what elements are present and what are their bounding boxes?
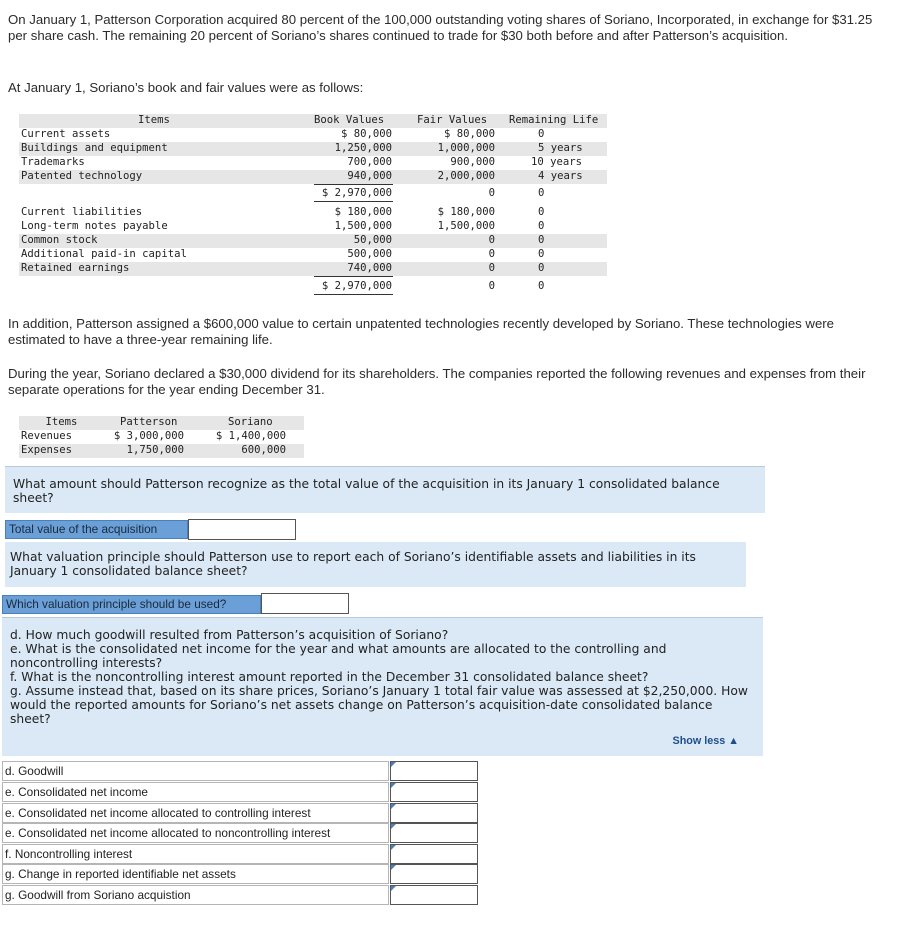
table-row-item: Current assets: [21, 128, 111, 140]
table-cell-life: 0: [538, 206, 545, 218]
unpatented-tech-paragraph: In addition, Patterson assigned a $600,000 value to certain unpatented technologies recently developed by Soriano. These technologies were estimated to have a three-year remaining life.: [8, 316, 835, 347]
table-row-item: Buildings and equipment: [21, 142, 168, 154]
table-cell-life: 0: [538, 234, 545, 246]
answer-input-controlling-interest[interactable]: [390, 803, 478, 823]
table-cell-book: 1,500,000: [334, 220, 392, 232]
answer-input-goodwill-acquisition[interactable]: [390, 885, 478, 905]
answer-input-consolidated-net-income[interactable]: [390, 782, 478, 802]
answer-label-goodwill: d. Goodwill: [2, 761, 389, 781]
table-cell-book: 1,250,000: [334, 142, 392, 154]
table-cell-fair: 1,500,000: [437, 220, 495, 232]
answer-label-noncontrolling-income: e. Consolidated net income allocated to noncontrolling interest: [2, 823, 389, 843]
question-b-text: What valuation principle should Patterson use to report each of Soriano’s identifiable assets and liabilities in its January 1 consolidated balance sheet?: [10, 550, 696, 578]
question-b-panel: [5, 542, 746, 587]
rev-col-header-soriano: Soriano: [228, 416, 273, 428]
table-cell-life: 0: [538, 128, 545, 140]
rev-cell-soriano: 600,000: [241, 444, 286, 456]
table-cell-life: 10 years: [531, 156, 583, 168]
table-cell-book: $ 80,000: [340, 128, 392, 140]
total-value-label: Total value of the acquisition: [5, 520, 188, 539]
question-g-text: g. Assume instead that, based on its share prices, Soriano’s January 1 total fair value was assessed at $2,250,000. How would the reported amounts for Soriano’s net assets change on Patterson’s acquisition-date consolidated balance sheet?: [10, 684, 748, 726]
answer-input-change-net-assets[interactable]: [390, 864, 478, 884]
table-cell-life: 0: [538, 187, 545, 199]
table-cell-book: 940,000: [347, 170, 392, 182]
table-cell-book: 50,000: [353, 234, 392, 246]
rev-cell-soriano: $ 1,400,000: [215, 430, 286, 442]
table-cell-book: 500,000: [347, 248, 392, 260]
table-cell-book: $ 180,000: [334, 206, 392, 218]
table-cell-fair: 0: [488, 187, 495, 199]
table-row-item: Retained earnings: [21, 262, 130, 274]
question-e-text: e. What is the consolidated net income for the year and what amounts are allocated to the controlling and noncontrolling interests?: [10, 642, 667, 670]
table-row-item: Current liabilities: [21, 206, 143, 218]
intro-subheading: At January 1, Soriano’s book and fair values were as follows:: [8, 80, 364, 95]
table-cell-book: 700,000: [347, 156, 392, 168]
table-cell-fair: 1,000,000: [437, 142, 495, 154]
answer-input-noncontrolling-interest[interactable]: [390, 844, 478, 864]
questions-d-g-panel: [2, 617, 763, 756]
table-row-item: Additional paid-in capital: [21, 248, 187, 260]
table-cell-fair: $ 80,000: [443, 128, 495, 140]
answer-input-noncontrolling-income[interactable]: [390, 823, 478, 843]
table-row-item: Long-term notes payable: [21, 220, 168, 232]
table-row-item: Trademarks: [21, 156, 85, 168]
answer-input-goodwill[interactable]: [390, 761, 478, 781]
table-cell-fair: 0: [488, 262, 495, 274]
rev-cell-patterson: $ 3,000,000: [113, 430, 184, 442]
intro-paragraph: On January 1, Patterson Corporation acquired 80 percent of the 100,000 outstanding voting shares of Soriano, Incorporated, in exchange for $31.25 per share cash. The remaining 20 percent of Soriano’s shares continued to trade for $30 both before and after Patterson’s acquisition.: [8, 12, 873, 43]
table-cell-book-total: $ 2,970,000: [321, 187, 392, 199]
question-a-text: What amount should Patterson recognize as the total value of the acquisition in its January 1 consolidated balance sheet?: [13, 477, 720, 505]
question-f-text: f. What is the noncontrolling interest amount reported in the December 31 consolidated balance sheet?: [10, 670, 649, 684]
total-value-input[interactable]: [188, 519, 296, 540]
answer-label-controlling-interest: e. Consolidated net income allocated to controlling interest: [2, 803, 389, 823]
table-row-item: Patented technology: [21, 170, 143, 182]
valuation-principle-select[interactable]: [261, 593, 349, 614]
table-cell-fair: 0: [488, 234, 495, 246]
table-cell-life: 0: [538, 248, 545, 260]
table-cell-life: 0: [538, 220, 545, 232]
rev-row-item: Expenses: [21, 444, 73, 456]
valuation-principle-label: Which valuation principle should be used?: [2, 595, 261, 614]
col-header-book: Book Values: [314, 114, 385, 126]
show-less-link[interactable]: Show less ▲: [672, 735, 739, 747]
table-row-item: Common stock: [21, 234, 98, 246]
table-cell-fair: 2,000,000: [437, 170, 495, 182]
answer-label-noncontrolling-interest: f. Noncontrolling interest: [2, 844, 389, 864]
table-cell-fair: 0: [488, 280, 495, 292]
rev-col-header-patterson: Patterson: [120, 416, 178, 428]
table-cell-life: 0: [538, 262, 545, 274]
table-cell-fair: $ 180,000: [437, 206, 495, 218]
question-d-text: d. How much goodwill resulted from Patterson’s acquisition of Soriano?: [10, 628, 449, 642]
answer-label-consolidated-net-income: e. Consolidated net income: [2, 782, 389, 802]
table-cell-book-total: $ 2,970,000: [321, 280, 392, 292]
table-cell-life: 5 years: [538, 142, 583, 154]
col-header-fair: Fair Values: [417, 114, 488, 126]
rev-row-item: Revenues: [21, 430, 73, 442]
answer-label-change-net-assets: g. Change in reported identifiable net assets: [2, 864, 389, 884]
col-header-items: Items: [138, 114, 170, 126]
col-header-life: Remaining Life: [509, 114, 599, 126]
table-cell-fair: 900,000: [450, 156, 495, 168]
rev-cell-patterson: 1,750,000: [126, 444, 184, 456]
table-cell-book: 740,000: [347, 262, 392, 274]
dividend-paragraph: During the year, Soriano declared a $30,000 dividend for its shareholders. The companies reported the following revenues and expenses from their separate operations for the year ending December 31.: [8, 366, 866, 397]
question-a-panel: [5, 466, 765, 513]
table-cell-life: 4 years: [538, 170, 583, 182]
answer-label-goodwill-acquisition: g. Goodwill from Soriano acquistion: [2, 885, 389, 905]
rev-col-header-items: Items: [45, 416, 78, 428]
table-cell-fair: 0: [488, 248, 495, 260]
table-cell-life: 0: [538, 280, 545, 292]
